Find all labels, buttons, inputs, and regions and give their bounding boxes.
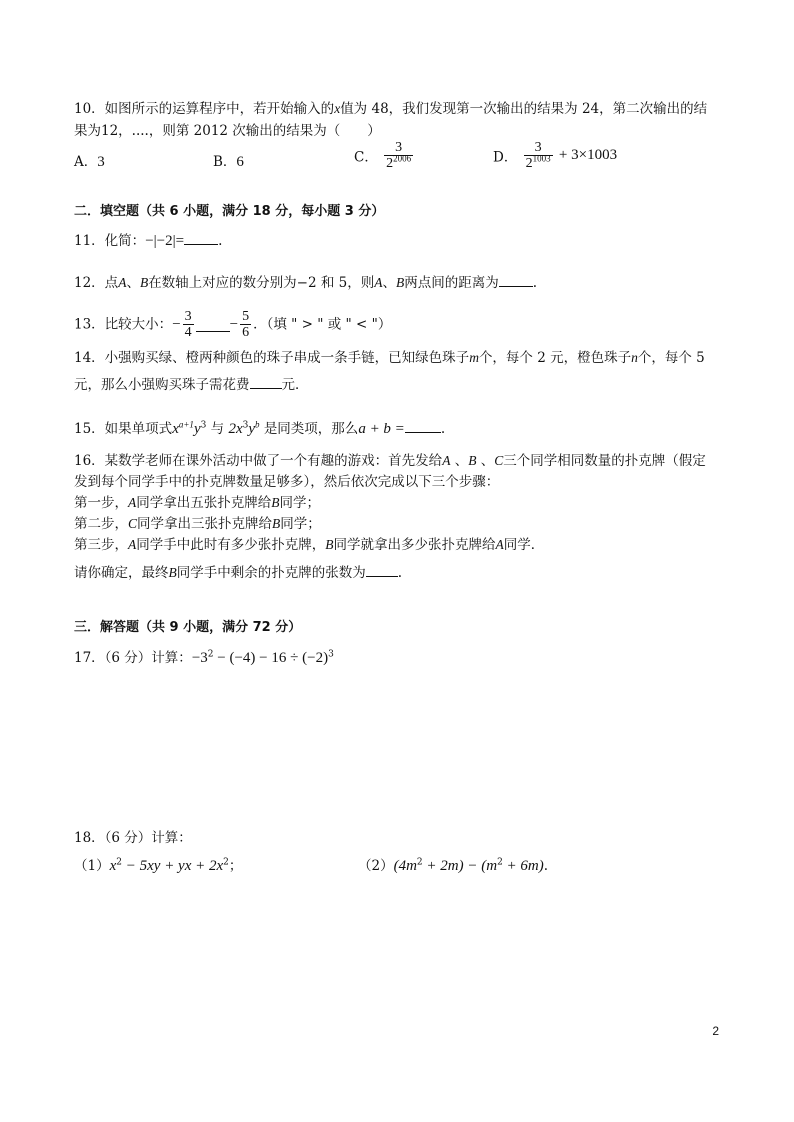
exponent: 3	[242, 420, 249, 431]
sep: 、	[126, 275, 140, 291]
q10-text2: 果为12，....，则第 2012 次输出的结果为（ ）	[74, 123, 381, 139]
q15-with: 与	[210, 421, 225, 437]
step-text: 同学手中此时有多少张扑克牌，	[136, 537, 326, 553]
point-b: B	[396, 275, 405, 290]
option-label: D．	[493, 149, 518, 166]
q11-expr: −|−2|=	[145, 233, 185, 249]
punct: .	[543, 858, 549, 874]
fraction-denominator: 4	[184, 325, 192, 340]
exponent: a+1	[178, 419, 194, 430]
exponent: 2	[416, 857, 423, 868]
fraction-numerator: 3	[395, 140, 403, 155]
sep: 、	[382, 275, 397, 291]
fraction-numerator: 3	[184, 309, 192, 324]
fraction	[183, 309, 194, 340]
p2-expr: (4m	[393, 858, 417, 874]
option-value: 3	[97, 154, 105, 170]
q13-text: 13．比较大小：	[74, 316, 173, 333]
q15	[74, 418, 445, 438]
p1-expr: x	[109, 858, 117, 874]
q10-option-c	[354, 140, 415, 171]
minus-sign: −	[229, 316, 239, 333]
ask-text-b: 同学手中剩余的扑克牌的张数为	[176, 565, 366, 581]
q13-hint: ．（填 " > " 或 " < "）	[253, 316, 392, 333]
option-label: A．	[74, 154, 98, 170]
answer-blank[interactable]	[184, 230, 218, 245]
den-base: 2	[525, 156, 533, 171]
q14-line2	[74, 374, 309, 394]
q13	[74, 309, 391, 340]
step-text: 同学拿出三张扑克牌给	[137, 516, 273, 532]
q10-text-cont: 值为 48，我们发现第一次输出的结果为 24，第二次输出的结	[340, 101, 708, 117]
q18-part2	[358, 857, 548, 875]
den-exponent: 2006	[393, 153, 412, 164]
fraction-denominator: 6	[242, 325, 250, 340]
var-m: m	[469, 350, 479, 365]
exponent: 3	[200, 420, 207, 431]
q10-text: 10．如图所示的运算程序中，若开始输入的	[74, 101, 335, 117]
step-text-b: 同学就拿出多少张扑克牌给	[333, 537, 496, 553]
step-label: 第三步，	[74, 537, 128, 553]
q17-expr-b: − (−4) − 16 ÷ (−2)	[213, 650, 329, 666]
step-end: 同学．	[503, 537, 545, 553]
answer-blank[interactable]	[405, 418, 441, 433]
fraction	[240, 309, 251, 340]
point-a: A	[374, 275, 383, 290]
q12	[74, 272, 537, 292]
q16-text: 16．某数学老师在课外活动中做了一个有趣的游戏：首先发给	[74, 453, 443, 469]
point-a: A	[118, 275, 127, 290]
fraction-denominator	[384, 155, 413, 171]
fraction-numerator: 3	[534, 140, 542, 155]
exponent: 2	[223, 857, 229, 868]
page-number: 2	[712, 1024, 719, 1038]
q14-text2: 元，那么小强购买珠子需花费	[74, 377, 250, 393]
q16-line2: 发到每个同学手中的扑克牌数量足够多），然后依次完成以下三个步骤：	[74, 474, 500, 490]
var-y: y	[248, 421, 256, 437]
q18: 18．（6 分）计算：	[74, 830, 192, 846]
punct: .	[218, 233, 223, 249]
den-base: 2	[386, 156, 394, 171]
exponent: 3	[328, 649, 334, 660]
q10-line1	[74, 100, 707, 118]
punct: ；	[228, 858, 243, 874]
q16-step3	[74, 536, 544, 554]
punct: .	[440, 421, 446, 437]
q17	[74, 649, 334, 667]
monomial-2: 2x	[228, 421, 243, 437]
p2-expr-b: + 2m) − (m	[422, 858, 498, 874]
punct: .	[397, 565, 403, 581]
minus-sign: −	[172, 316, 181, 333]
q16-step2	[74, 515, 321, 533]
student-b: B	[325, 537, 334, 552]
answer-blank[interactable]	[366, 562, 398, 577]
q14-text-c: 个，每个 5	[637, 350, 705, 366]
answer-blank[interactable]	[499, 272, 533, 287]
point-b: B	[139, 275, 149, 290]
den-exponent: 1003	[532, 153, 551, 164]
q16-text-b: 三个同学相同数量的扑克牌（假定	[503, 453, 706, 469]
answer-blank[interactable]	[250, 374, 282, 389]
q10-option-a	[74, 150, 105, 171]
step-end: 同学；	[280, 516, 321, 532]
student-c: C	[128, 516, 138, 531]
q16-step1	[74, 494, 320, 512]
q16-ask	[74, 562, 402, 582]
section-title-fill-in: 二．填空题（共 6 小题，满分 18 分，每小题 3 分）	[74, 204, 385, 219]
exponent: 2	[116, 857, 122, 868]
answer-blank[interactable]	[196, 317, 230, 332]
var-y: y	[193, 421, 201, 437]
var-x: x	[334, 101, 341, 116]
q10-option-d	[493, 140, 617, 171]
q14-line1	[74, 349, 705, 367]
section-title-solutions: 三．解答题（共 9 小题，满分 72 分）	[74, 620, 302, 635]
punct: .	[532, 275, 538, 291]
fraction-numerator: 5	[242, 309, 250, 324]
student-a: A	[495, 537, 504, 552]
student-b: B	[168, 565, 177, 580]
step-label: 第一步，	[74, 495, 128, 511]
step-label: 第二步，	[74, 516, 128, 532]
fraction	[384, 140, 413, 171]
option-label: B．	[213, 154, 237, 170]
q12-text: 12．点	[74, 275, 119, 291]
q10-line2	[74, 122, 381, 140]
fraction	[524, 140, 553, 171]
option-tail: + 3×1003	[558, 147, 618, 163]
q14-unit: 元．	[281, 377, 309, 393]
ask-text: 请你确定，最终	[74, 565, 169, 581]
p2-expr-c: + 6m)	[502, 858, 544, 874]
q17-text: 17．（6 分）计算：	[74, 650, 192, 666]
q11-text: 11．化简：	[74, 233, 146, 249]
part-label: （2）	[358, 858, 394, 874]
student-b: B	[272, 516, 281, 531]
student-a: A	[128, 495, 137, 510]
student-a: A	[128, 537, 137, 552]
step-text: 同学拿出五张扑克牌给	[136, 495, 272, 511]
part-label: （1）	[74, 858, 110, 874]
q17-expr: −3	[191, 650, 208, 666]
step-end: 同学；	[279, 495, 320, 511]
p1-expr-b: − 5xy + yx + 2x	[122, 858, 224, 874]
option-value: 6	[236, 154, 244, 170]
exponent: b	[255, 419, 260, 430]
student-b: B	[468, 453, 477, 468]
q11	[74, 230, 222, 250]
option-label: C．	[354, 149, 378, 166]
student-b: B	[271, 495, 280, 510]
q15-mid: 是同类项，那么	[263, 421, 359, 437]
exponent: 2	[497, 857, 503, 868]
q16-line1: 16．某数学老师在课外活动中做了一个有趣的游戏：首先发给A 、B 、C三个同学相同数量的扑克牌（假定	[74, 453, 706, 469]
q14-text: 14．小强购买绿、橙两种颜色的珠子串成一条手链，已知绿色珠子	[74, 350, 470, 366]
q15-text: 15．如果单项式	[74, 421, 173, 437]
q10-option-b	[213, 150, 244, 171]
q18-part1	[74, 857, 242, 875]
q12-mid2: 两点间的距离为	[404, 275, 499, 291]
var-n: n	[631, 350, 638, 365]
q15-expr: a + b =	[358, 421, 405, 437]
exponent: 2	[207, 649, 214, 660]
q14-text-b: 个，每个 2 元，橙色珠子	[478, 350, 632, 366]
q12-mid: 在数轴上对应的数分别为−2 和 5，则	[148, 275, 375, 291]
student-a: A	[442, 453, 451, 468]
student-c: C	[494, 453, 504, 468]
monomial-1: x	[172, 421, 179, 437]
fraction-denominator	[524, 155, 553, 171]
